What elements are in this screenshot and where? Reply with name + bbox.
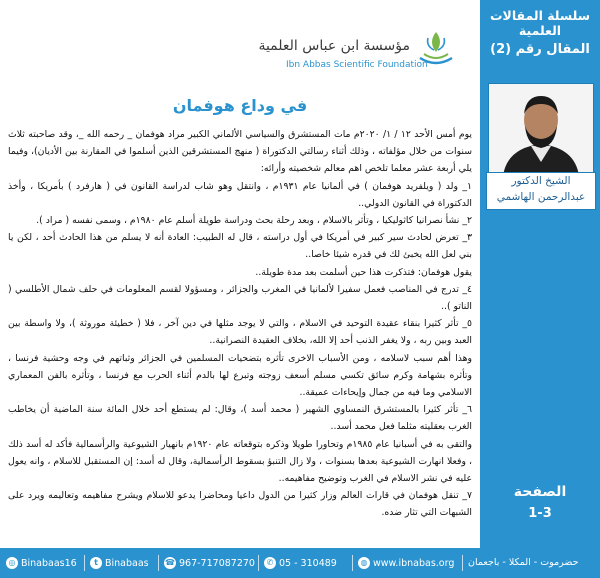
twitter-icon: t [90, 557, 102, 569]
paragraph: ٢_ نشأ نصرانيا كاثوليكيا ، وتأثر بالاسلام ، وبعد رحلة بحث ودراسة طويلة أسلم عام ١٩٨٠م ، وسمى نفسه ( مراد ). [36, 215, 472, 227]
paragraph: ٦_ تأثر كثيرا بالمستشرق النمساوي الشهير ( محمد أسد )، وقال: لم يستطع أحد خلال المائة سنة الماضية أن يخاطب الغرب بعقليته مثلما فعل محمد أسد.. [8, 404, 472, 433]
footer-divider [462, 555, 463, 571]
footer-divider [158, 555, 159, 571]
footer-location-text: حضرموت - المكلا - باجعمان [468, 557, 579, 568]
footer-phone-1-text: 05 - 310489 [279, 557, 337, 569]
paragraph: ١_ ولد ( ويلفريد هوفمان ) في ألمانيا عام ١٩٣١م ، وانتقل وهو شاب لدراسة القانون في ( هارفرد ) بأمريكا ، وأخذ الدكتوراة في القانون الدولي.. [8, 180, 472, 209]
paragraph: ٥_ تأثر كثيرا بنقاء عقيدة التوحيد في الاسلام ، والتي لا يوجد مثلها في دين آخر ، فلا ( خطيئة موروثة )، ولا واسطة بين العبد وبين ربه ، ولا يغفر الذنب أحد إلا الله، بخلاف العقيدة النصرانية.. [8, 318, 472, 347]
globe-icon: ◍ [358, 557, 370, 569]
paragraph: يوم أمس الأحد ١٢ / ١/ ٢٠٢٠م مات المستشرق والسياسي الألماني الكبير مراد هوفمان _ رحمه الله _، وقد صاحبته ثلاث سنوات من خلال مؤلفاته ، وذلك أثناء رسالتي الدكتوراة ( منهج المستشرقين الذين أسلموا في المقارنة بين الأديان)، وفيما يلي أربعة عشر معلما تلخص اهم معالم شخصيته وأرائه: [8, 129, 472, 175]
author-photo [488, 83, 594, 177]
footer-website[interactable] [358, 557, 454, 569]
page-range: 1-3 [528, 506, 552, 521]
paragraph: ٣_ تعرض لحادث سير كبير في أمريكا في أول دراسته ، قال له الطبيب: العادة أنه لا يسلم من هذا الحادث أحد ، لكن يا بني لعل الله يخبئ لك في قدره شيئا خاصا.. [8, 232, 472, 261]
paragraph: ٧_ تنقل هوفمان في قارات العالم وزار كثيرا من الدول داعيا ومحاضرا يدعو للاسلام ويشرح مفاهيمه وتعاليمه ويرد على الشبهات التي تثار ضده. [8, 490, 472, 519]
footer-divider [258, 555, 259, 571]
article-title: في وداع هوفمان [172, 96, 308, 115]
article-number: المقال رقم (2) [490, 42, 590, 57]
foundation-name-arabic: مؤسسة ابن عباس العلمية [258, 38, 410, 54]
page-header [0, 0, 480, 86]
paragraph: ٤_ تدرج في المناصب فعمل سفيرا لألمانيا في المغرب والجزائر ، ومسؤولا لقسم المعلومات في حلف شمال الأطلسي ( الناتو ).. [8, 283, 472, 313]
footer-social-1-text: Binabaas [105, 557, 149, 569]
author-name: عبدالرحمن الهاشمي [496, 191, 586, 203]
article-body [8, 126, 472, 542]
author-title: الشيخ الدكتور [511, 175, 571, 187]
author-box [486, 172, 596, 210]
footer-location [468, 557, 579, 568]
footer-divider [352, 555, 353, 571]
footer-social-2[interactable] [6, 557, 77, 569]
paragraph: يقول هوفمان: فتذكرت هذا حين أسلمت بعد مدة طويلة.. [255, 266, 472, 278]
foundation-name-english: Ibn Abbas Scientific Foundation [286, 60, 428, 70]
page-label: الصفحة [513, 484, 567, 500]
footer-bar [0, 548, 600, 578]
footer-social-2-text: Binabaas16 [21, 557, 77, 569]
paragraph: وهذا أهم سبب لاسلامه ، ومن الأسباب الاخرى تأثره بتضحيات المسلمين في الجزائر وثباتهم في وجه وحشية فرنسا ، وتأثره بشهامة وكرم سائق تكسي مسلم أسعف زوجته وتبرع لها بالدم أثناء الحرب مع فرنسا ، وتأثره بالفن المعماري الاسلامي وما فيه من جمال وإيحاءات عميقة.. [8, 352, 472, 399]
paragraph: والتقى به في أسبانيا عام ١٩٨٥م وتحاورا طويلا وذكره بتوقعاته عام ١٩٢٠م بانهيار الشيوعية والرأسمالية فأكد له أسد ذلك ، وفعلا انهارت الشيوعية بعدها بسنوات ، ولا زال التنبؤ بسقوط الرأسمالية، وقال له أسد: إن المستقبل للاسلام ، وانه يعول عليه في نشر الاسلام في الغرب وتوضيح مفاهيمه.. [8, 438, 472, 485]
footer-social-1[interactable] [90, 557, 149, 569]
footer-divider [84, 555, 85, 571]
whatsapp-icon: ☎ [165, 558, 175, 567]
footer-phone-1[interactable] [264, 557, 337, 569]
instagram-icon: ◎ [6, 557, 18, 569]
series-title: سلسلة المقالات العلمية [489, 8, 591, 38]
footer-phone-2[interactable] [164, 557, 255, 569]
sidebar [480, 0, 600, 548]
footer-phone-2-text: 967-717087270 [179, 557, 255, 569]
phone-icon: ✆ [264, 557, 276, 569]
footer-website-text: www.ibnabas.org [373, 557, 455, 569]
